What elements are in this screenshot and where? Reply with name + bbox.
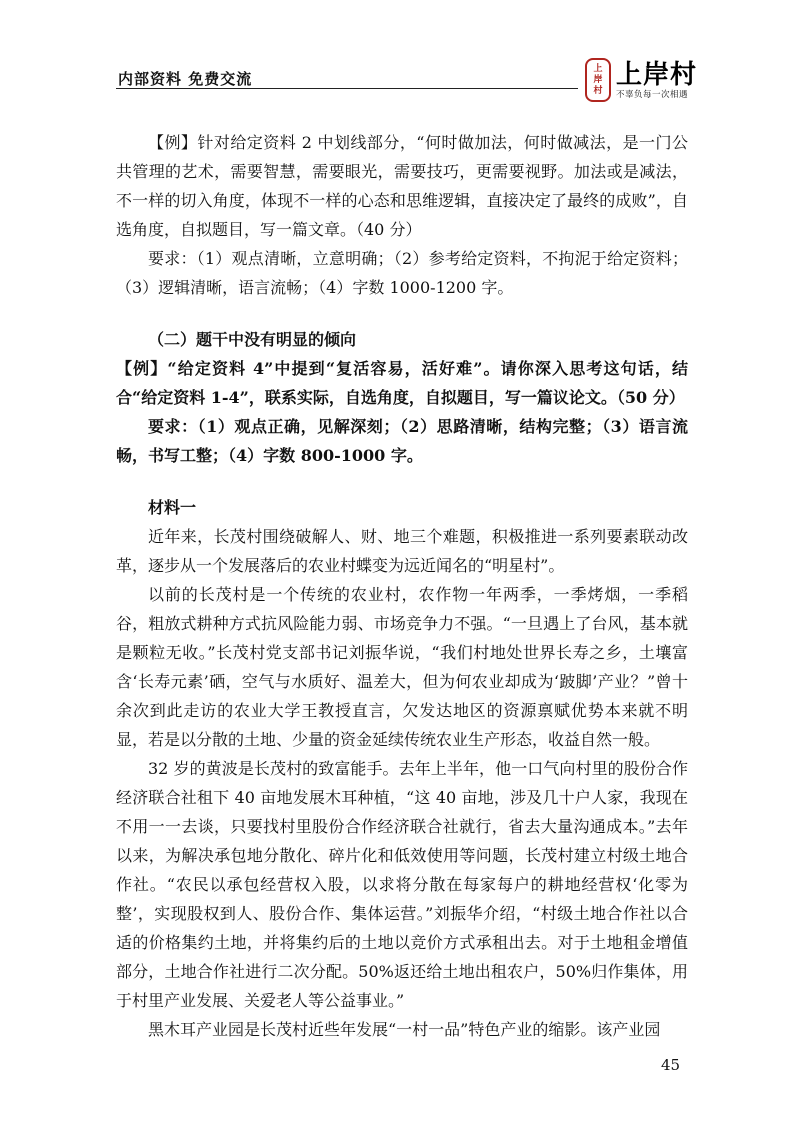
seal-stamp-icon	[585, 58, 611, 102]
spacer	[116, 302, 688, 325]
material1-paragraph: 黑木耳产业园是长茂村近些年发展“一村一品”特色产业的缩影。该产业园	[148, 1020, 661, 1039]
section2-prompt: 【例】“给定资料 4”中提到“复活容易，活好难”。请你深入思考这句话，结合“给定资料 1-4”，联系实际，自选角度，自拟题目，写一篇议论文。（50 分）	[116, 359, 688, 407]
seal-char: 岸	[593, 74, 603, 85]
seal-char: 村	[593, 85, 603, 96]
header-title: 内部资料 免费交流	[118, 70, 253, 88]
page-body	[116, 128, 688, 1044]
material1-paragraph: 近年来，长茂村围绕破解人、财、地三个难题，积极推进一系列要素联动改革，逐步从一个发展落后的农业村蝶变为远近闻名的“明星村”。	[116, 527, 688, 575]
brand-slogan: 不辜负每一次相遇	[616, 90, 689, 100]
material1-paragraph: 以前的长茂村是一个传统的农业村，农作物一年两季，一季烤烟，一季稻谷，粗放式耕种方式抗风险能力弱、市场竞争力不强。“一旦遇上了台风，基本就是颗粒无收。”长茂村党支部书记刘振华说，“我们村地处世界长寿之乡，土壤富含‘长寿元素’硒，空气与水质好、温差大，但为何农业却成为‘跛脚’产业？”曾十余次到此走访的农业大学王教授直言，欠发达地区的资源禀赋优势本来就不明显，若是以分散的土地、少量的资金延续传统农业生产形态，收益自然一般。	[116, 585, 688, 749]
material1-heading: 材料一	[148, 498, 197, 517]
header-divider	[116, 88, 578, 89]
section2-heading: （二）题干中没有明显的倾向	[148, 330, 357, 349]
example1-requirements: 要求：（1）观点清晰，立意明确；（2）参考给定资料，不拘泥于给定资料；（3）逻辑清晰，语言流畅；（4）字数 1000-1200 字。	[116, 249, 688, 297]
page-number: 45	[661, 1056, 681, 1074]
brand-logo	[585, 58, 725, 108]
spacer	[116, 470, 688, 493]
material1-paragraph: 32 岁的黄波是长茂村的致富能手。去年上半年，他一口气向村里的股份合作经济联合社租下 40 亩地发展木耳种植，“这 40 亩地，涉及几十户人家，我现在不用一一去谈，只要找村里股份合作经济联合社就行，省去大量沟通成本。”去年以来，为解决承包地分散化、碎片化和低效使用等问题，长茂村建立村级土地合作社。“农民以承包经营权入股，以求将分散在每家每户的耕地经营权‘化零为整’，实现股权到人、股份合作、集体运营。”刘振华介绍，“村级土地合作社以合适的价格集约土地，并将集约后的土地以竞价方式承租出去。对于土地租金增值部分，土地合作社进行二次分配。50%返还给土地出租农户，50%归作集体，用于村里产业发展、关爱老人等公益事业。”	[116, 759, 688, 1010]
section2-requirements: 要求：（1）观点正确，见解深刻；（2）思路清晰，结构完整；（3）语言流畅，书写工整；（4）字数 800-1000 字。	[116, 417, 688, 465]
example1-prompt: 【例】针对给定资料 2 中划线部分，“何时做加法，何时做减法，是一门公共管理的艺术，需要智慧，需要眼光，需要技巧，更需要视野。加法或是减法，不一样的切入角度，体现不一样的心态和思维逻辑，直接决定了最终的成败”，自选角度，自拟题目，写一篇文章。（40 分）	[116, 133, 688, 239]
brand-name: 上岸村	[616, 60, 698, 90]
seal-char: 上	[593, 63, 603, 74]
